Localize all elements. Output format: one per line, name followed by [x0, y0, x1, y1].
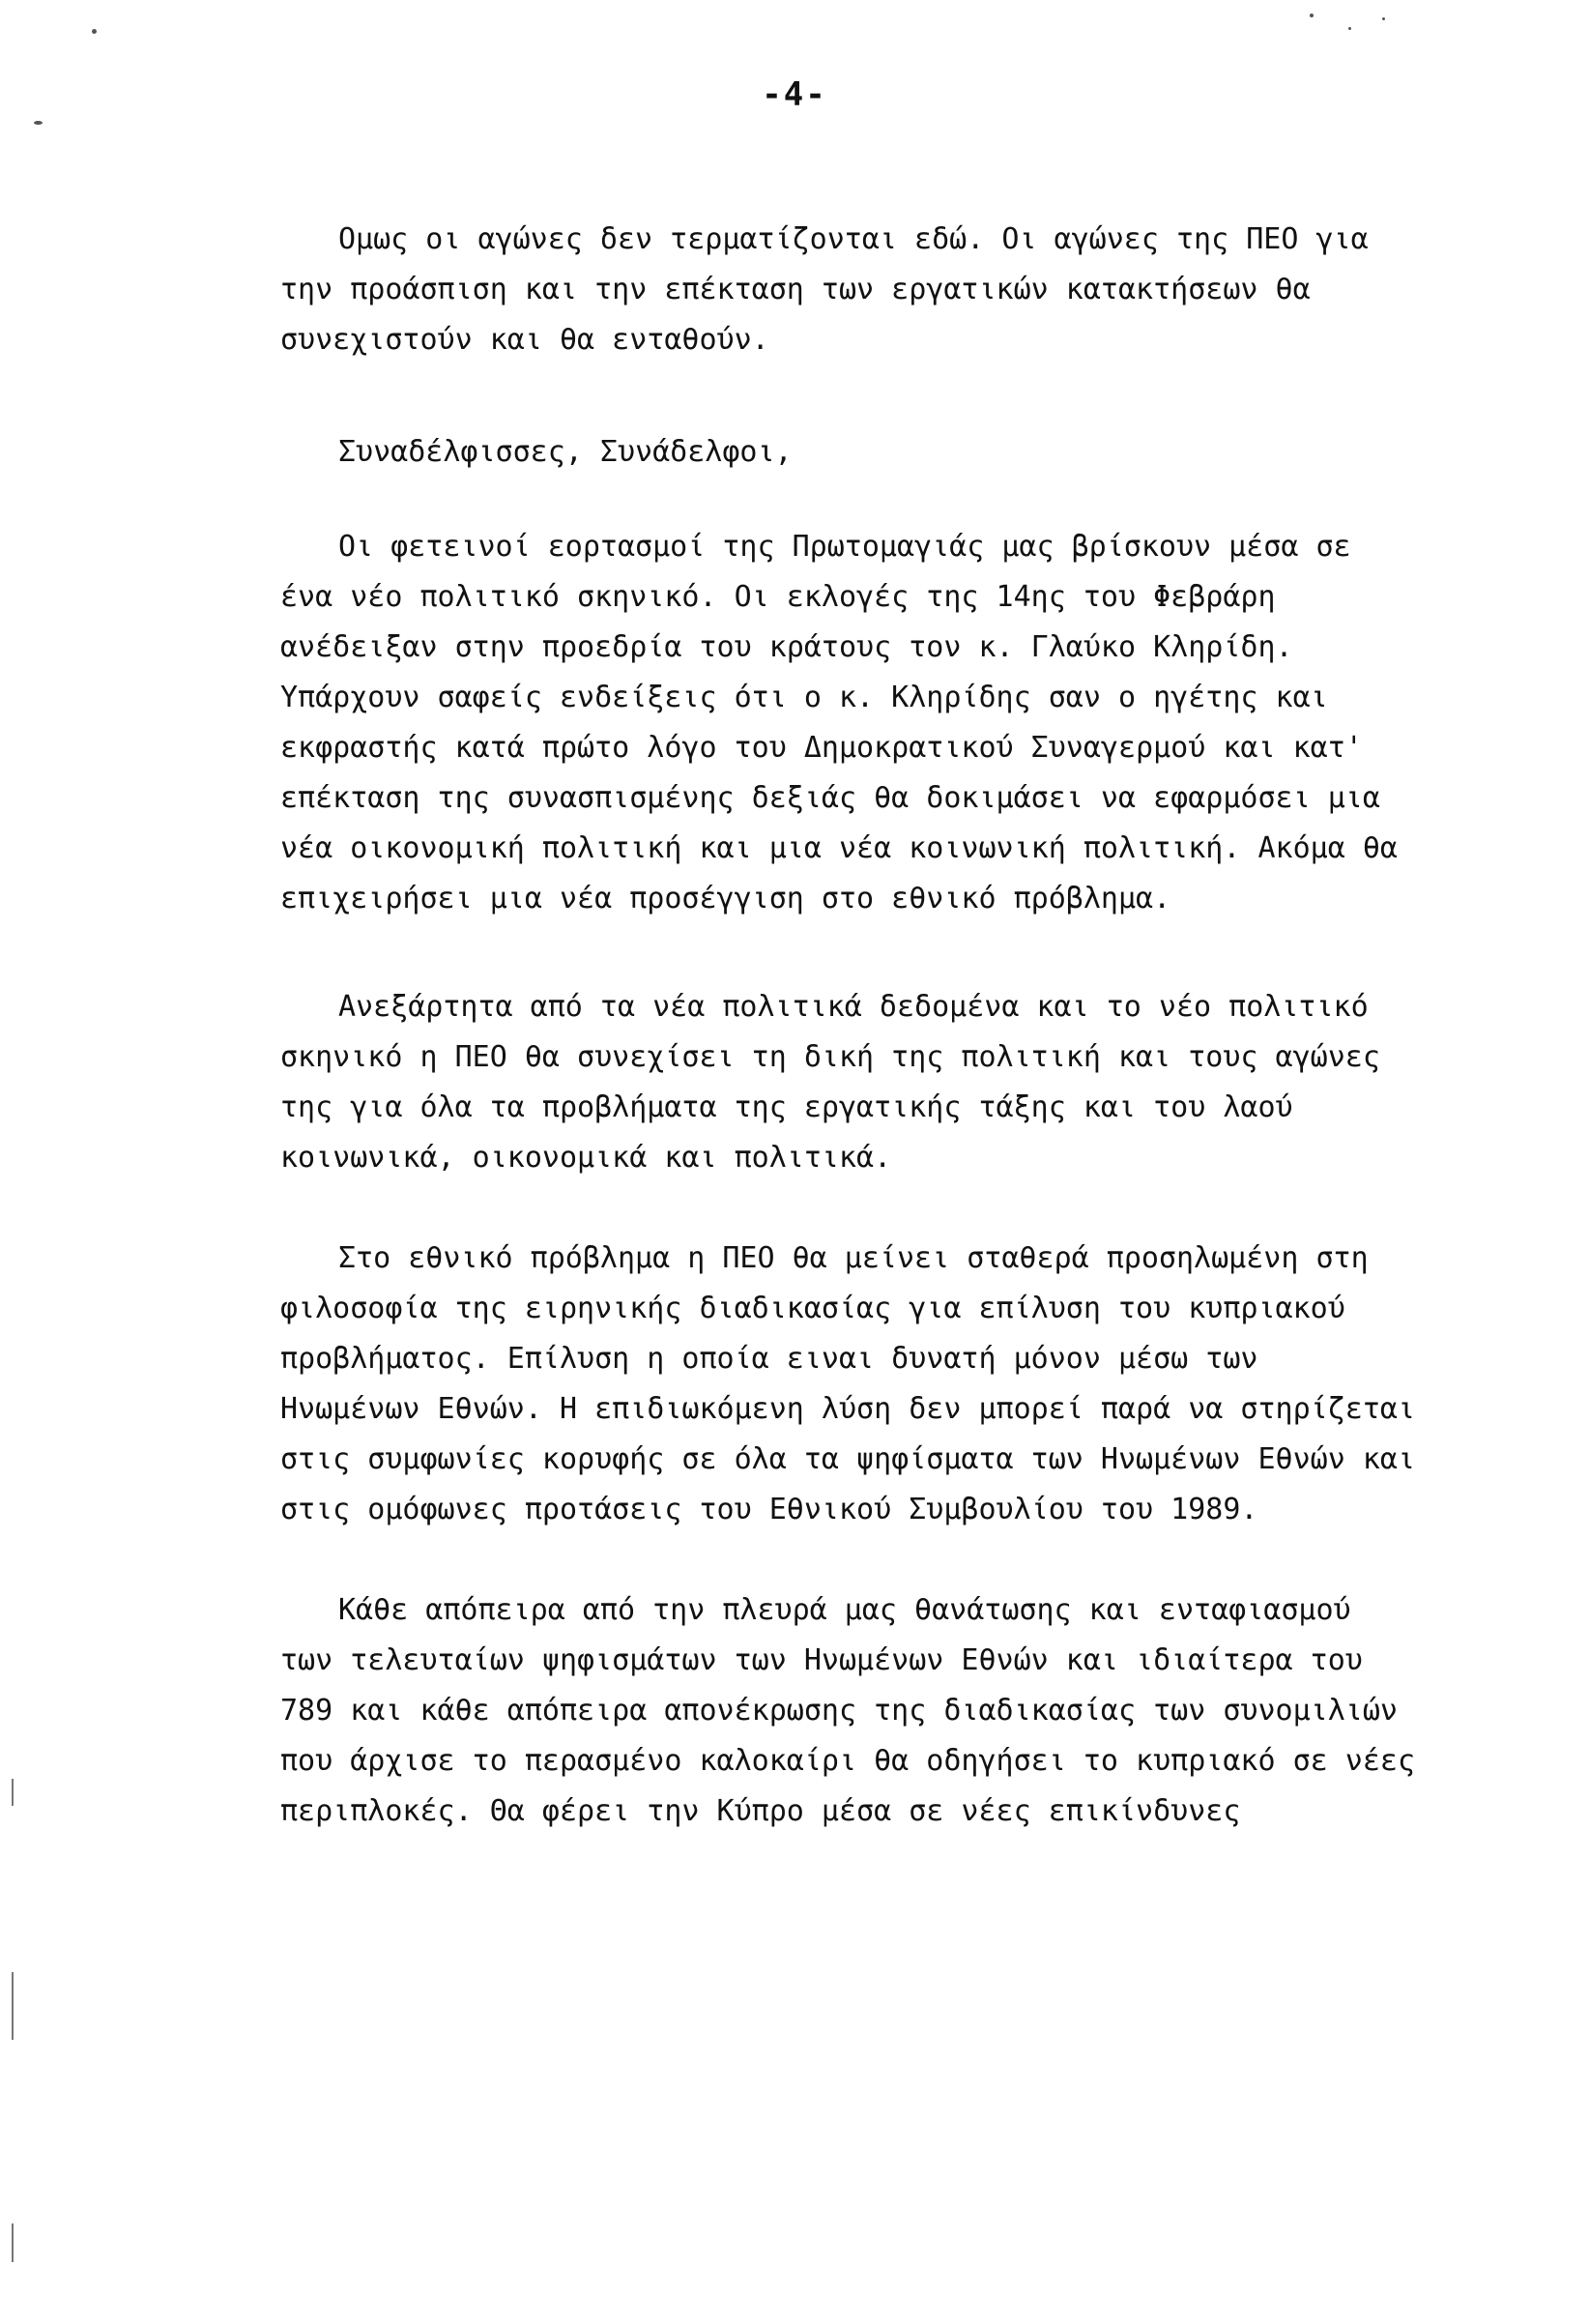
text-line: που άρχισε το περασμένο καλοκαίρι θα οδηγήσει το κυπριακό σε νέες — [280, 1744, 1415, 1778]
text-line: κοινωνικά, οικονομικά και πολιτικά. — [280, 1141, 892, 1175]
scan-speck — [1348, 27, 1351, 30]
text-line: επέκταση της συνασπισμένης δεξιάς θα δοκιμάσει να εφαρμόσει μια — [280, 781, 1380, 815]
text-line: Υπάρχουν σαφείς ενδείξεις ότι ο κ. Κληρίδης σαν ο ηγέτης και — [280, 681, 1328, 714]
text-line: σκηνικό η ΠΕΟ θα συνεχίσει τη δική της πολιτική και τους αγώνες — [280, 1040, 1380, 1074]
scan-speck — [1310, 14, 1314, 17]
text-line: Ομως οι αγώνες δεν τερματίζονται εδώ. Οι αγώνες της ΠΕΟ για — [338, 222, 1369, 256]
scan-edge-mark — [12, 1972, 14, 2040]
paragraph-5 — [280, 1585, 1415, 1837]
text-line: επιχειρήσει μια νέα προσέγγιση στο εθνικό πρόβλημα. — [280, 882, 1171, 915]
text-line: στις ομόφωνες προτάσεις του Εθνικού Συμβουλίου του 1989. — [280, 1493, 1258, 1526]
paragraph-1 — [280, 215, 1369, 365]
paragraph-3 — [280, 982, 1380, 1183]
text-line: ανέδειξαν στην προεδρία του κράτους τον κ. Γλαύκο Κληρίδη. — [280, 630, 1293, 664]
text-line: περιπλοκές. Θα φέρει την Κύπρο μέσα σε νέες επικίνδυνες — [280, 1794, 1241, 1828]
text-line: Ηνωμένων Εθνών. Η επιδιωκόμενη λύση δεν μπορεί παρά να στηρίζεται — [280, 1392, 1415, 1426]
text-line: ένα νέο πολιτικό σκηνικό. Οι εκλογές της 14ης του Φεβράρη — [280, 580, 1276, 614]
text-line: Συναδέλφισσες, Συνάδελφοι, — [338, 435, 793, 469]
text-line: Στο εθνικό πρόβλημα η ΠΕΟ θα μείνει σταθερά προσηλωμένη στη — [338, 1241, 1369, 1275]
text-line: νέα οικονομική πολιτική και μια νέα κοινωνική πολιτική. Ακόμα θα — [280, 831, 1398, 865]
text-line: εκφραστής κατά πρώτο λόγο του Δημοκρατικού Συναγερμού και κατ' — [280, 731, 1363, 765]
text-line: Οι φετεινοί εορτασμοί της Πρωτομαγιάς μας βρίσκουν μέσα σε — [338, 530, 1351, 564]
scan-edge-mark — [12, 2223, 14, 2262]
text-line: των τελευταίων ψηφισμάτων των Ηνωμένων Εθνών και ιδιαίτερα του — [280, 1643, 1363, 1677]
scan-speck — [34, 121, 43, 125]
text-line: Ανεξάρτητα από τα νέα πολιτικά δεδομένα και το νέο πολιτικό — [338, 990, 1369, 1024]
paragraph-4 — [280, 1234, 1415, 1535]
text-line: στις συμφωνίες κορυφής σε όλα τα ψηφίσματα των Ηνωμένων Εθνών και — [280, 1442, 1415, 1476]
text-line: την προάσπιση και την επέκταση των εργατικών κατακτήσεων θα — [280, 273, 1311, 306]
page-number: -4- — [762, 75, 827, 114]
text-line: 789 και κάθε απόπειρα απονέκρωσης της διαδικασίας των συνομιλιών — [280, 1694, 1398, 1728]
text-line: φιλοσοφία της ειρηνικής διαδικασίας για επίλυση του κυπριακού — [280, 1292, 1345, 1325]
text-line: συνεχιστούν και θα ενταθούν. — [280, 323, 769, 357]
text-line: της για όλα τα προβλήματα της εργατικής τάξης και του λαού — [280, 1090, 1293, 1124]
scan-speck — [92, 29, 97, 34]
scan-speck — [1382, 17, 1385, 20]
scan-edge-mark — [12, 1779, 14, 1806]
salutation — [280, 427, 1324, 478]
text-line: Κάθε απόπειρα από την πλευρά μας θανάτωσης και ενταφιασμού — [338, 1593, 1351, 1627]
paragraph-2 — [280, 522, 1398, 924]
text-line: προβλήματος. Επίλυση η οποία ειναι δυνατή μόνον μέσω των — [280, 1342, 1258, 1376]
